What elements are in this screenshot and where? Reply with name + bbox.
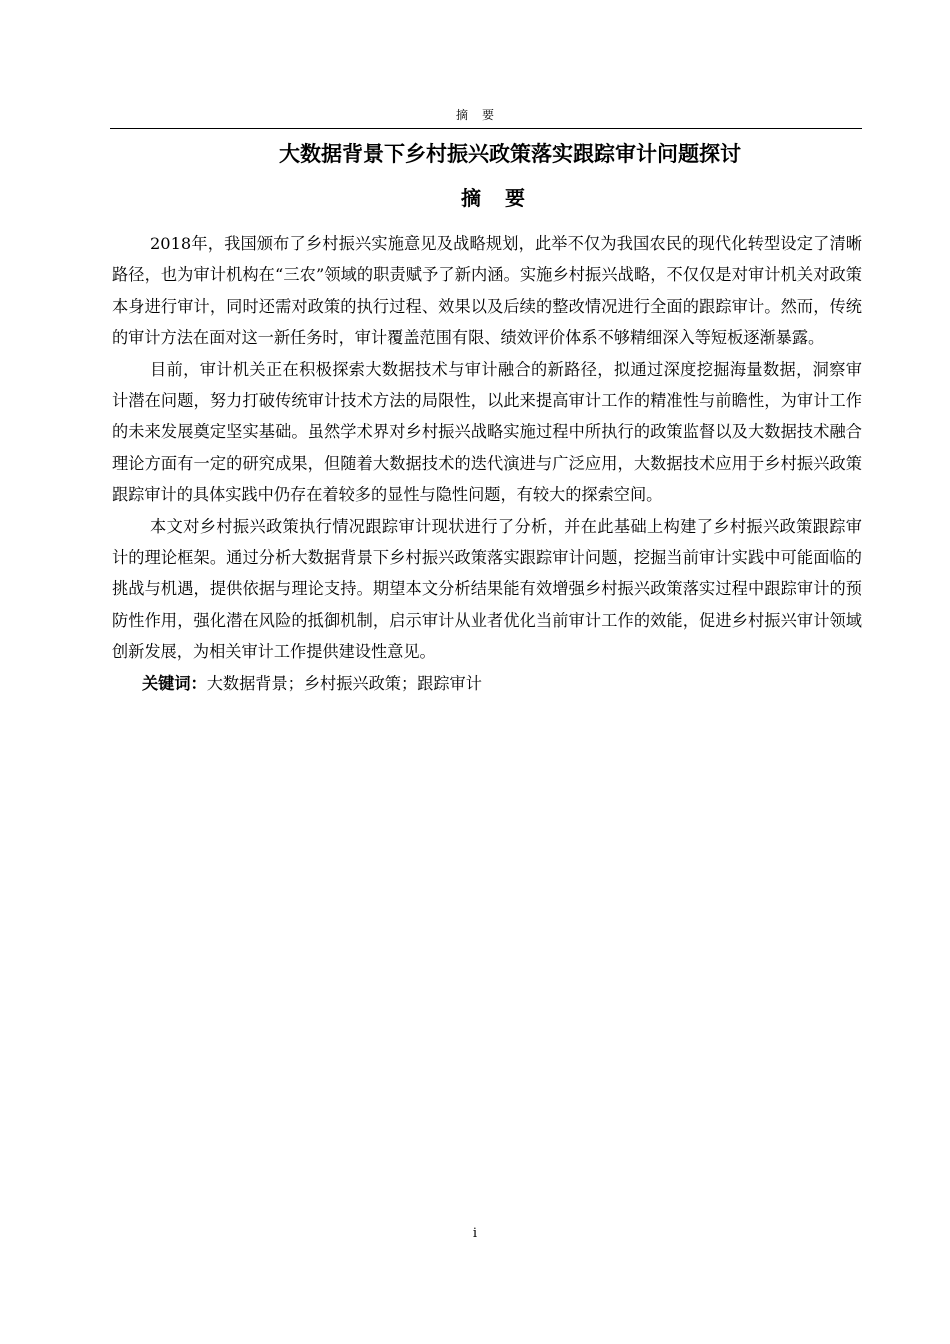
keywords-value: 大数据背景；乡村振兴政策；跟踪审计 (206, 673, 482, 693)
keywords-label: 关键词： (142, 673, 207, 693)
abstract-paragraph-1: 2018年，我国颁布了乡村振兴实施意见及战略规划，此举不仅为我国农民的现代化转型设定了清晰路径，也为审计机构在“三农”领域的职责赋予了新内涵。实施乡村振兴战略，不仅仅是对审计机关对政策本身进行审计，同时还需对政策的执行过程、效果以及后续的整改情况进行全面的跟踪审计。然而，传统的审计方法在面对这一新任务时，审计覆盖范围有限、绩效评价体系不够精细深入等短板逐渐暴露。 (112, 234, 862, 348)
running-header: 摘要 (455, 108, 508, 122)
abstract-body (112, 228, 862, 699)
document-title: 大数据背景下乡村振兴政策落实跟踪审计问题探讨 (279, 142, 741, 166)
section-heading: 摘要 (461, 186, 549, 210)
page-number: i (472, 1226, 478, 1241)
abstract-paragraph-3: 本文对乡村振兴政策执行情况跟踪审计现状进行了分析，并在此基础上构建了乡村振兴政策跟踪审计的理论框架。通过分析大数据背景下乡村振兴政策落实跟踪审计问题，挖掘当前审计实践中可能面临的挑战与机遇，提供依据与理论支持。期望本文分析结果能有效增强乡村振兴政策落实过程中跟踪审计的预防性作用，强化潜在风险的抵御机制，启示审计从业者优化当前审计工作的效能，促进乡村振兴审计领域创新发展，为相关审计工作提供建设性意见。 (112, 516, 862, 662)
header-divider (110, 128, 862, 129)
keywords-line (112, 668, 862, 699)
abstract-paragraph-2: 目前，审计机关正在积极探索大数据技术与审计融合的新路径，拟通过深度挖掘海量数据，洞察审计潜在问题，努力打破传统审计技术方法的局限性，以此来提高审计工作的精准性与前瞻性，为审计工作的未来发展奠定坚实基础。虽然学术界对乡村振兴战略实施过程中所执行的政策监督以及大数据技术融合理论方面有一定的研究成果，但随着大数据技术的迭代演进与广泛应用，大数据技术应用于乡村振兴政策跟踪审计的具体实践中仍存在着较多的显性与隐性问题，有较大的探索空间。 (112, 359, 862, 505)
